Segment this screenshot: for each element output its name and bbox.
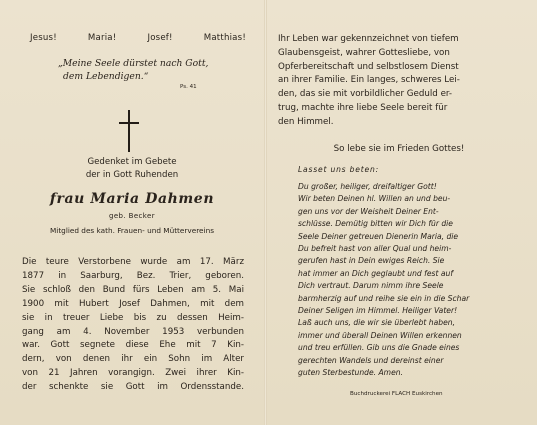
prayer-line: Seele Deiner getreuen Dienerin Maria, die (298, 231, 459, 241)
prayer-line: Wir beten Deinen hl. Willen an und beu- (298, 194, 451, 204)
bio-line: 1900 mit Hubert Josef Dahmen, mit dem (22, 298, 244, 309)
bio-line: der schenkte sie Gott im Ordensstande. (22, 382, 244, 393)
bio-line: dern, von denen ihr ein Sohn im Alter (22, 354, 244, 365)
prayer-line: gerechten Wandels und dereinst einer (298, 355, 444, 365)
summary-line: Opferbereitschaft und selbstlosem Dienst (278, 61, 459, 72)
commemoration (0, 156, 264, 181)
prayer-line: hat immer an Dich geglaubt und fest auf (298, 268, 454, 278)
commemoration-line: Gedenket im Gebete (87, 157, 177, 167)
summary-line: Ihr Leben war gekennzeichnet von tiefem (278, 34, 459, 44)
holy-names (30, 33, 246, 43)
bio-line: von 21 Jahren vorangign. Zwei ihrer Kin- (22, 368, 244, 379)
bio-line: gang am 4. November 1953 verbunden (22, 326, 244, 337)
blessing-wish: So lebe sie im Frieden Gottes! (333, 144, 465, 154)
birth-name: geb. Becker (109, 212, 155, 220)
summary-line: Glaubensgeist, wahrer Gottesliebe, von (278, 47, 450, 58)
prayer-line: schlüsse. Demütig bitten wir Dich für die (298, 219, 453, 229)
bio-line: Die teure Verstorbene wurde am 17. März (22, 257, 244, 267)
holy-name: Jesus! (30, 33, 57, 43)
quote-line: dem Lebendigen.“ (63, 71, 149, 82)
prayer-line: Deiner Seligen im Himmel. Heiliger Vater! (298, 306, 458, 316)
prayer-text (298, 181, 513, 380)
life-summary (278, 33, 518, 130)
prayer-line: Du großer, heiliger, dreifaltiger Gott! (298, 182, 437, 191)
prayer-line: gerufen hast in Dein ewiges Reich. Sie (298, 256, 445, 266)
prayer-line: und treu erfüllen. Gib uns die Gnade eines (298, 343, 460, 353)
summary-line: trug, machte ihre liebe Seele bereit für (278, 102, 448, 113)
bio-line: war. Gott segnete diese Ehe mit 7 Kin- (22, 340, 244, 351)
prayer-line: Du befreit hast von aller Qual und heim- (298, 244, 452, 254)
holy-name: Maria! (87, 33, 117, 43)
prayer-heading: Lasset uns beten: (298, 165, 379, 174)
deceased-name: frau Maria Dahmen (49, 191, 215, 207)
holy-name: Josef! (147, 33, 173, 43)
bio-line: sie in treuer Liebe bis zu dessen Heim- (22, 312, 244, 323)
summary-line: den, das sie mit vorbildlicher Geduld er- (278, 89, 453, 100)
left-panel (0, 0, 264, 425)
right-panel (268, 0, 537, 425)
prayer-line: Laß auch uns, die wir sie überlebt haben, (298, 318, 455, 328)
bio-line: 1877 in Saarburg, Bez. Trier, geboren. (22, 270, 244, 281)
membership: Mitglied des kath. Frauen- und Müttervereins (50, 226, 214, 235)
prayer-line: gen uns vor der Weisheit Deiner Ent- (298, 206, 439, 216)
summary-line: an ihrer Familie. Ein langes, schweres Lei- (278, 75, 460, 86)
quote-reference: Ps. 41 (180, 84, 197, 90)
bio-line: Sie schloß den Bund fürs Leben am 5. Mai (22, 284, 244, 295)
holy-name: Matthias! (203, 33, 246, 43)
psalm-quote (58, 57, 208, 83)
prayer-line: barmherzig auf und reihe sie ein in die Schar (298, 293, 470, 303)
commemoration-line: der in Gott Ruhenden (85, 169, 179, 180)
biography (22, 256, 244, 395)
center-fold (264, 0, 267, 425)
cross-icon (119, 110, 139, 152)
printer-imprint: Buchdruckerei FLACH Euskirchen (350, 391, 443, 397)
prayer-line: guten Sterbestunde. Amen. (298, 368, 403, 378)
prayer-line: immer und überall Deinen Willen erkennen (298, 330, 462, 340)
quote-line: „Meine Seele dürstet nach Gott, (58, 58, 209, 69)
prayer-line: Dich vertraut. Darum nimm ihre Seele (298, 281, 444, 291)
summary-line: den Himmel. (278, 116, 334, 127)
